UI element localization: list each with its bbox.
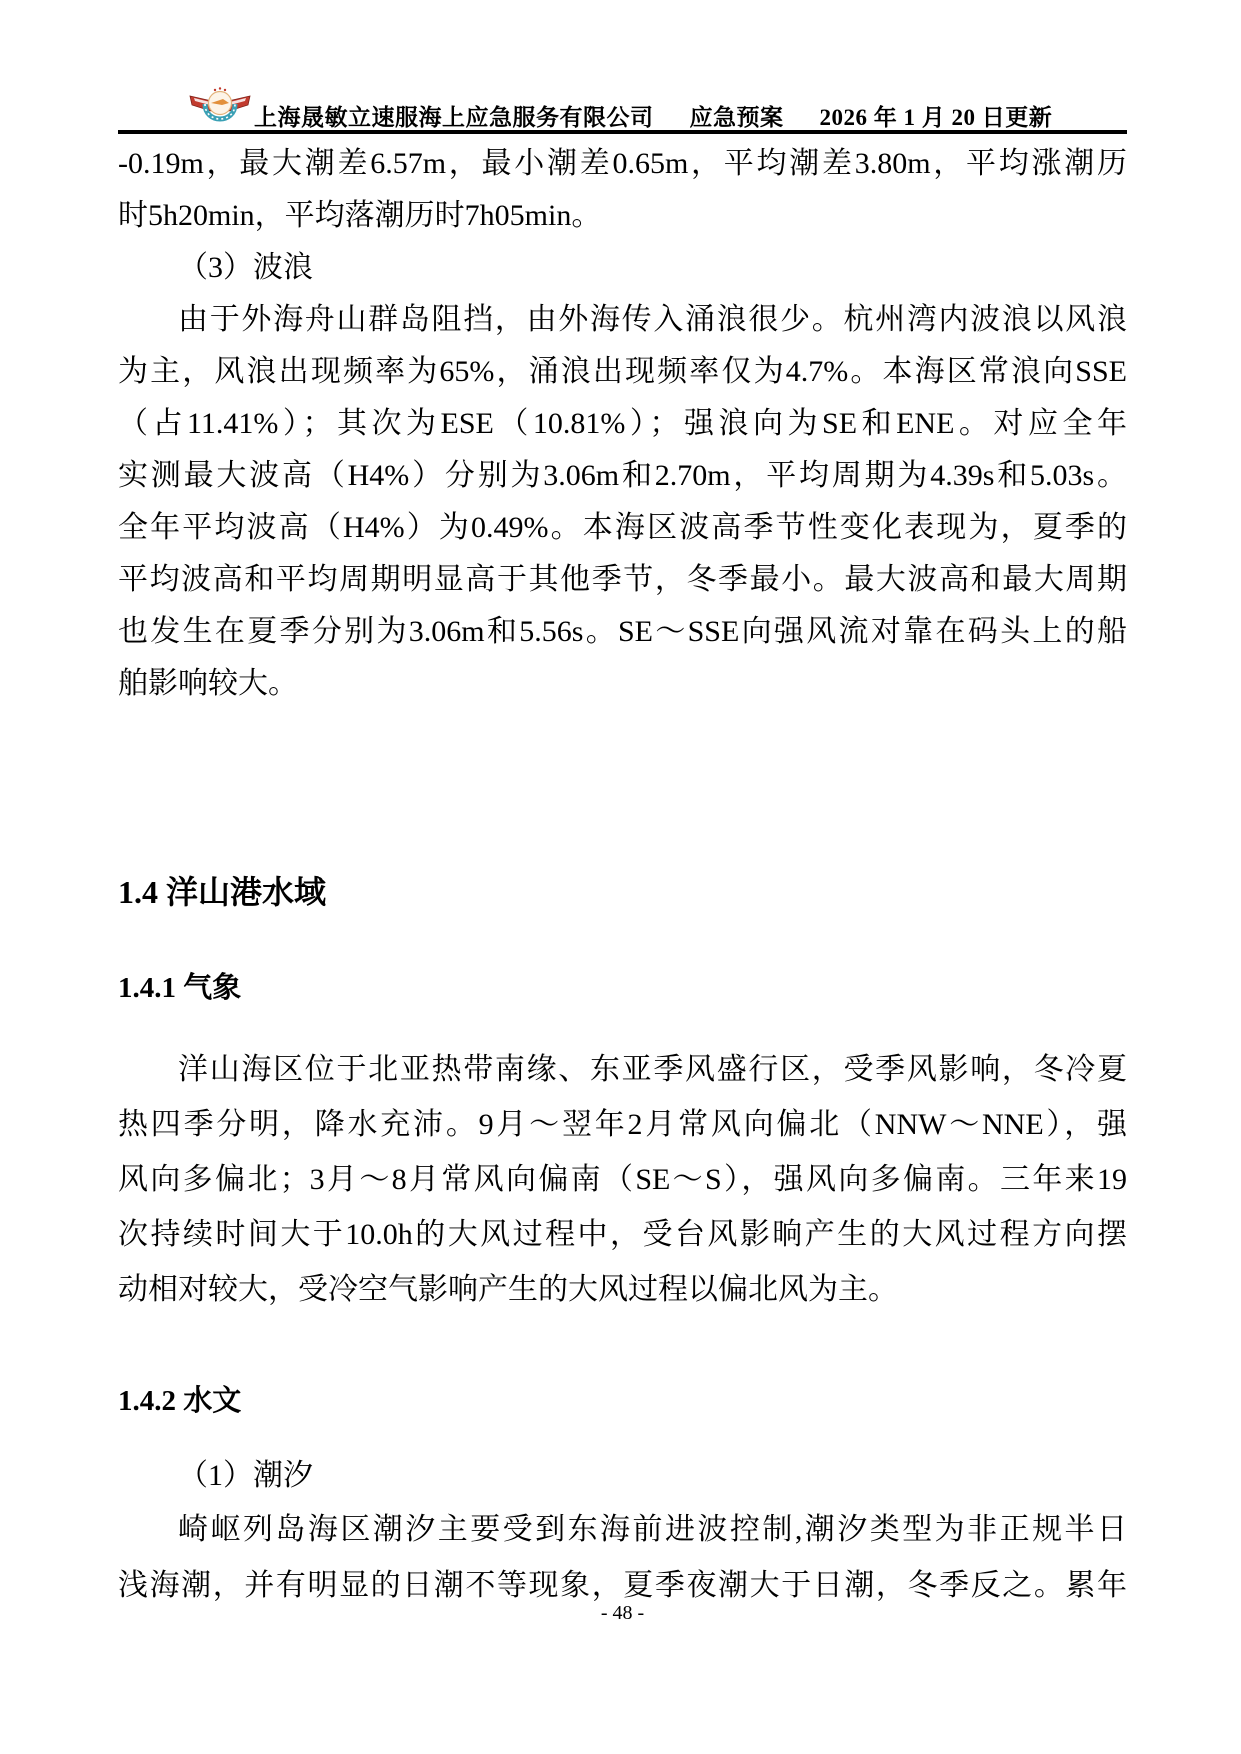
- text-line: 次持续时间大于10.0h的大风过程中，受台风影晌产生的大风过程方向摆: [118, 1218, 1127, 1251]
- text-line: 热四季分明，降水充沛。9月～翌年2月常风向偏北（NNW～NNE），强: [118, 1108, 1127, 1141]
- text-line: （占11.41%）；其次为ESE（10.81%）；强浪向为SE和ENE。对应全年: [118, 407, 1127, 440]
- text-line: 为主，风浪出现频率为65%，涌浪出现频率仅为4.7%。本海区常浪向SSE: [118, 355, 1127, 388]
- text-line: 动相对较大，受冷空气影响产生的大风过程以偏北风为主。: [118, 1273, 898, 1306]
- text-line: （1）潮汐: [178, 1459, 313, 1492]
- text-line: 由于外海舟山群岛阻挡，由外海传入涌浪很少。杭州湾内波浪以风浪: [178, 303, 1127, 336]
- text-line: 也发生在夏季分别为3.06m和5.56s。SE～SSE向强风流对靠在码头上的船: [118, 615, 1127, 648]
- tide-continuation-paragraph: [118, 138, 1127, 242]
- company-name: 上海晟敏立速服海上应急服务有限公司: [254, 105, 654, 130]
- update-date: 2026 年 1 月 20 日更新: [819, 105, 1053, 130]
- page-header: [254, 99, 1052, 132]
- page-number: - 48 -: [600, 1602, 645, 1624]
- text-line: （3）波浪: [178, 251, 313, 284]
- text-line: 崎岖列岛海区潮汐主要受到东海前进波控制,潮汐类型为非正规半日: [178, 1513, 1127, 1546]
- text-line: 舶影响较大。: [118, 667, 298, 700]
- doc-type-label: 应急预案: [689, 105, 784, 130]
- text-line: 浅海潮，并有明显的日潮不等现象，夏季夜潮大于日潮，冬季反之。累年: [118, 1569, 1127, 1602]
- text-line: 风向多偏北；3月～8月常风向偏南（SE～S），强风向多偏南。三年来19: [118, 1163, 1127, 1196]
- text-line: 全年平均波高（H4%）为0.49%。本海区波高季节性变化表现为，夏季的: [118, 511, 1127, 544]
- section-heading-1-4-1: 1.4.1 气象: [118, 972, 242, 1004]
- tide-subheading: [118, 1450, 1127, 1502]
- text-line: 平均波高和平均周期明显高于其他季节，冬季最小。最大波高和最大周期: [118, 563, 1127, 596]
- text-line: 时5h20min，平均落潮历时7h05min。: [118, 199, 602, 232]
- page-footer: [118, 1598, 1127, 1628]
- text-line: 洋山海区位于北亚热带南缘、东亚季风盛行区，受季风影响，冬冷夏: [178, 1053, 1127, 1086]
- text-line: -0.19m，最大潮差6.57m，最小潮差0.65m，平均潮差3.80m，平均涨潮历: [118, 147, 1127, 180]
- section-heading-1-4: 1.4 洋山港水域: [118, 874, 327, 910]
- meteorology-paragraph: [118, 1042, 1127, 1317]
- header-divider: [118, 130, 1127, 134]
- wave-paragraph: [118, 294, 1127, 710]
- section-heading-1-4-2: 1.4.2 水文: [118, 1385, 242, 1417]
- document-body: [118, 138, 1127, 1614]
- text-line: 实测最大波高（H4%）分别为3.06m和2.70m，平均周期为4.39s和5.03s。: [118, 459, 1127, 492]
- wave-subheading: [118, 242, 1127, 294]
